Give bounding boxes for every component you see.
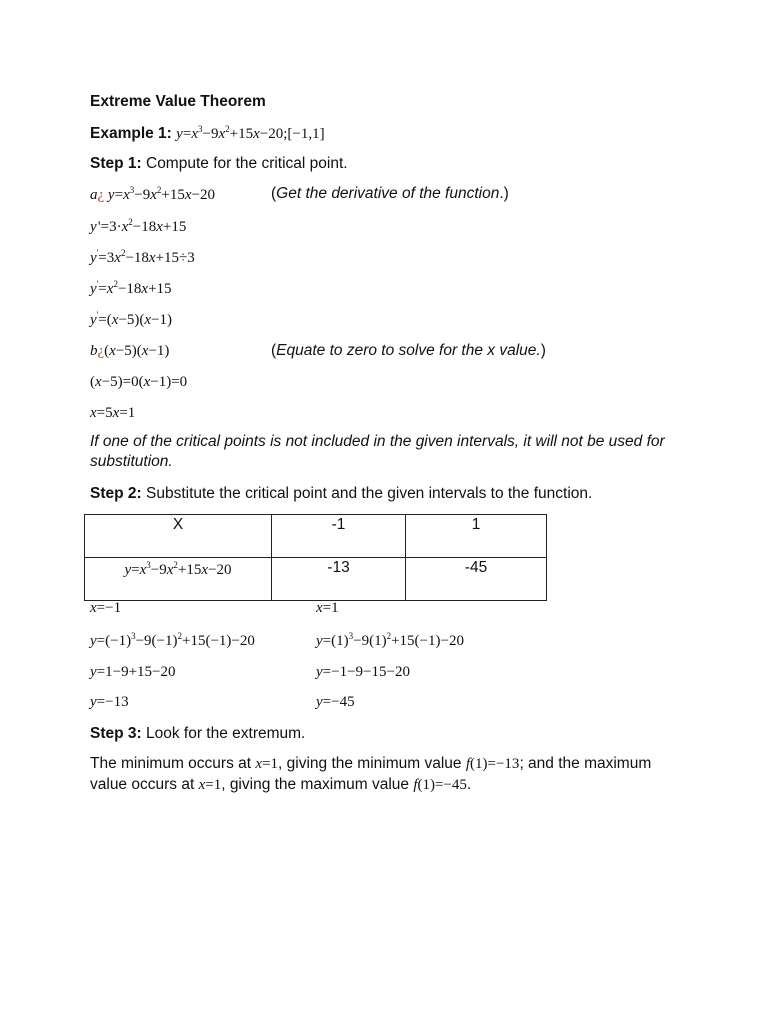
conclusion-math-x: x=1 [255,756,279,772]
note-a-text: Get the derivative of the function [276,185,500,202]
table-header-cell: 1 [406,515,547,558]
conclusion-math-f: f(1)=−13 [465,756,520,772]
derivative-3: $y'=x^2-18x+15$ [90,279,172,297]
note-b-text: Equate to zero to solve for the x value. [276,342,541,359]
right-x-value: x=1 [316,600,339,616]
encoding-glyph-b: ¿ [97,343,105,359]
step1-line-b: b¿(x−5)(x−1) [90,343,170,359]
zeros-line: (x−5)=0(x−1)=0 [90,374,188,390]
step3-label: Step 3: [90,725,142,742]
step1-line-a [90,185,215,205]
left-result: y=−13 [90,694,129,710]
critical-note: If one of the critical points is not included in the given intervals, it will not be used for substitution. [90,433,665,470]
conclusion-text: . [466,776,472,793]
conclusion-math-x: x=1 [198,777,222,793]
example-line [90,124,325,144]
evaluation-table [84,514,547,601]
solutions-line: x=5x=1 [90,405,136,421]
table-cell: -45 [406,558,547,601]
conclusion-line-2 [90,775,471,795]
conclusion-line-1 [90,754,651,774]
step3-text: Look for the extremum. [141,725,306,742]
left-simplified: y=1−9+15−20 [90,664,176,680]
right-result: y=−45 [316,694,355,710]
part-b-marker: b [90,343,98,359]
conclusion-text: , giving the maximum value [221,776,414,793]
step2-text: Substitute the critical point and the given intervals to the function. [141,485,593,502]
table-header-cell: X [85,515,272,558]
step1-text: Compute for the critical point. [141,155,348,172]
step1-label: Step 1: [90,155,142,172]
conclusion-math-f: f(1)=−45 [413,777,467,793]
table-cell-function: $y=x^3-9x^2+15x-20$ [85,558,272,601]
line-a-expression: $y=x^3-9x^2+15x-20$ [107,185,215,203]
conclusion-text: The minimum occurs at [90,755,256,772]
example-interval: ;[−1,1] [283,126,325,142]
right-simplified: y=−1−9−15−20 [316,664,410,680]
note-a: (Get the derivative of the function.) [271,185,509,202]
document-title: Extreme Value Theorem [90,93,266,110]
step2-heading [90,484,592,504]
left-substitution: $y=(-1)^3-9(-1)^2+15(-1)-20$ [90,631,255,649]
table-row [85,558,547,601]
note-b: (Equate to zero to solve for the x value.) [271,342,546,359]
example-label: Example 1: [90,125,172,142]
derivative-4: y'=(x−5)(x−1) [90,310,173,328]
right-substitution: $y=(1)^3-9(1)^2+15(-1)-20$ [316,631,464,649]
derivative-2: $y'=3x^2-18x+15\div 3$ [90,248,195,266]
derivative-1: y '$=3\cdot x^2-18x+15$ [90,217,187,235]
conclusion-text: value occurs at [90,776,199,793]
step2-label: Step 2: [90,485,142,502]
conclusion-text: ; and the maximum [519,755,652,772]
left-x-value: x=−1 [90,600,122,616]
encoding-glyph: ¿ [97,187,105,203]
table-row [85,515,547,558]
step1-heading [90,154,348,174]
step3-heading [90,724,305,744]
table-cell: -13 [272,558,406,601]
example-function: $y=x^3-9x^2+15x-20$ [176,124,284,142]
conclusion-text: , giving the minimum value [278,755,466,772]
table-header-cell: -1 [272,515,406,558]
part-a-marker: a [90,187,98,203]
